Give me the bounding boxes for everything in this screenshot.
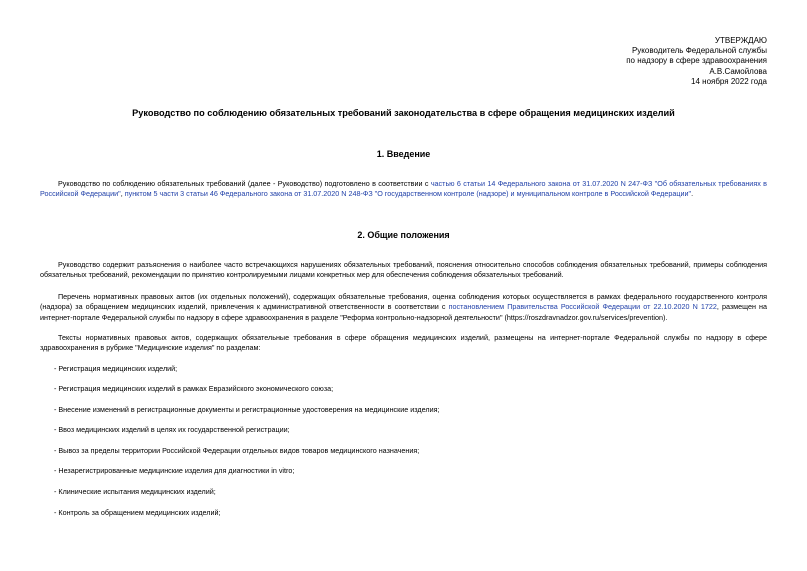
approver-position-cont: по надзору в сфере здравоохранения — [626, 56, 767, 66]
approval-heading: УТВЕРЖДАЮ — [714, 36, 767, 45]
approval-block — [626, 36, 767, 87]
list-item: - Регистрация медицинских изделий в рамках Евразийского экономического союза; — [54, 384, 334, 393]
list-item: - Клинические испытания медицинских изделий; — [54, 487, 216, 496]
section-1-heading: 1. Введение — [376, 149, 431, 159]
list-item: - Ввоз медицинских изделий в целях их государственной регистрации; — [54, 425, 290, 434]
document-title: Руководство по соблюдению обязательных требований законодательства в сфере обращения медицинских изделий — [132, 108, 675, 118]
text-fragment: Руководство по соблюдению обязательных требований (далее - Руководство) подготовлено в соответствии с — [58, 179, 431, 188]
list-item: - Внесение изменений в регистрационные документы и регистрационные удостоверения на медицинские изделия; — [54, 405, 440, 414]
government-decree-link[interactable]: постановлением Правительства Российской Федерации от 22.10.2020 N 1722 — [448, 302, 717, 312]
list-item: - Вывоз за пределы территории Российской Федерации отдельных видов товаров медицинского назначения; — [54, 446, 420, 455]
text-fragment: Перечень нормативных правовых актов (их отдельных положений), содержащих обязательные требования, оценка соблюдения которых осуществляется в рамках федерального государственного контроля (надзора) за обращением медицинских изделий, привлечения к административной ответственности в соответствии с — [40, 292, 767, 312]
text-fragment: , — [120, 189, 125, 199]
approver-position: Руководитель Федеральной службы — [631, 46, 767, 56]
text-fragment: , размещен на интернет-портале Федеральной службы по надзору в сфере здравоохранения в разделе "Реформа контрольно-надзорной деятельности" (https://roszdravnadzor.gov.ru/services/prevention). — [40, 302, 768, 322]
section-2-paragraph-2 — [40, 292, 767, 323]
section-2-paragraph-3: Тексты нормативных правовых актов, содержащих обязательные требования в сфере обращения медицинских изделий, размещены на интернет-портале Федеральной службы по надзору в сфере здравоохранения в рубрике "Медицинские изделия" по разделам: — [40, 333, 767, 353]
section-2-heading: 2. Общие положения — [357, 230, 450, 240]
list-item: - Регистрация медицинских изделий; — [54, 364, 178, 373]
approver-name: А.В.Самойлова — [709, 66, 767, 76]
law-248-link[interactable]: пунктом 5 части 3 статьи 46 Федерального закона от 31.07.2020 N 248-ФЗ "О государственном контроле (надзоре) и муниципальном контроле в Российской Федерации" — [124, 189, 692, 199]
list-item: - Незарегистрированные медицинские изделия для диагностики in vitro; — [54, 466, 295, 475]
law-247-link[interactable]: частью 6 статьи 14 Федерального закона от 31.07.2020 N 247-ФЗ "Об обязательных требованиях в Российской Федерации" — [40, 179, 767, 199]
text-fragment: . — [691, 189, 694, 199]
list-item: - Контроль за обращением медицинских изделий; — [54, 508, 221, 517]
section-2-paragraph-1: Руководство содержит разъяснения о наиболее часто встречающихся нарушениях обязательных требований, пояснения относительно способов соблюдения обязательных требований, примеры соблюдения обязательных требований, рекомендации по принятию контролируемыми лицами конкретных мер для обеспечения соблюдения обязательных требований. — [40, 260, 767, 280]
section-1-paragraph — [40, 179, 767, 200]
approval-date: 14 ноября 2022 года — [691, 76, 767, 86]
